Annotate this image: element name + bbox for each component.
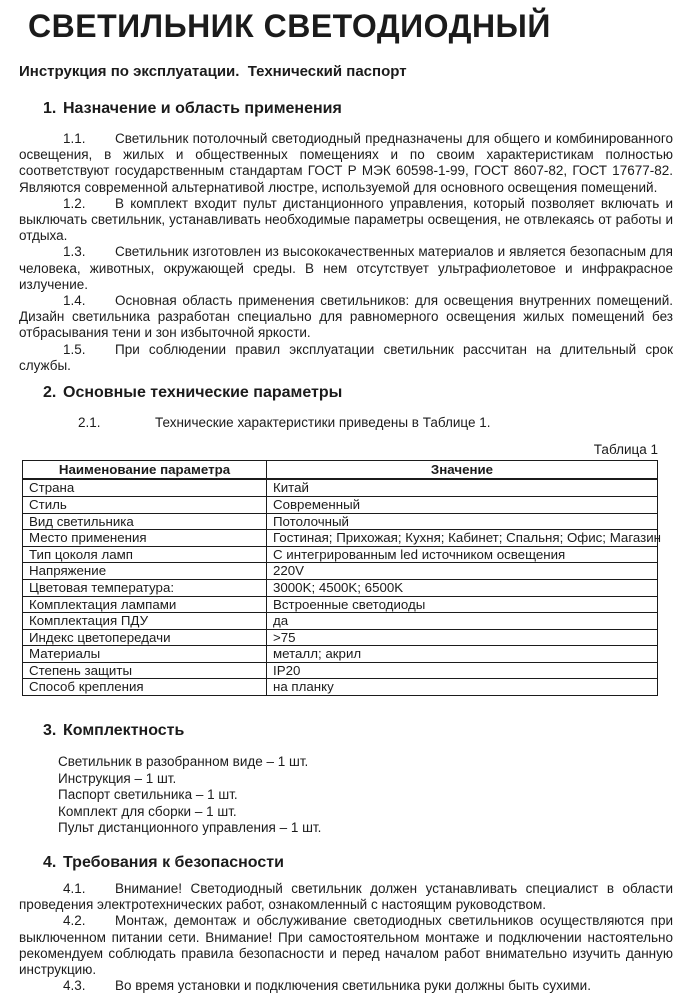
section-4-body <box>19 881 673 994</box>
section-title: Основные технические параметры <box>63 384 343 402</box>
paragraph-text: Внимание! Светодиодный светильник должен устанавливать специалист в области проведения электротехнических работ, ознакомленный с настоящим руководством. <box>19 881 673 913</box>
kit-contents-list <box>58 754 673 837</box>
param-name-cell: Вид светильника <box>23 513 267 530</box>
table-row <box>23 546 658 563</box>
section-title: Назначение и область применения <box>63 100 342 117</box>
list-item: Пульт дистанционного управления – 1 шт. <box>58 820 322 836</box>
paragraph-text: Технические характеристики приведены в Таблице 1. <box>155 415 491 431</box>
section-number: 3. <box>43 722 57 740</box>
table-row <box>23 646 658 663</box>
param-value-cell: Современный <box>267 496 658 513</box>
paragraph-1-5 <box>19 342 673 374</box>
paragraph-number: 2.1. <box>78 415 101 431</box>
section-title: Требования к безопасности <box>63 854 284 872</box>
list-item: Комплект для сборки – 1 шт. <box>58 803 237 819</box>
paragraph-text: При соблюдении правил эксплуатации светильник рассчитан на длительный срок службы. <box>19 341 673 373</box>
param-value-cell: С интегрированным led источником освещения <box>267 546 658 563</box>
paragraph-1-3 <box>19 244 673 293</box>
param-name-cell: Способ крепления <box>23 679 267 696</box>
param-value-cell: на планку <box>267 679 658 696</box>
paragraph-number: 1.3. <box>63 244 86 260</box>
param-name-cell: Комплектация лампами <box>23 596 267 613</box>
param-value-cell: Гостиная; Прихожая; Кухня; Кабинет; Спальня; Офис; Магазин <box>267 530 658 547</box>
param-name-cell: Тип цоколя ламп <box>23 546 267 563</box>
param-name-cell: Место применения <box>23 530 267 547</box>
param-name-cell: Индекс цветопередачи <box>23 629 267 646</box>
paragraph-4-2 <box>19 913 673 978</box>
paragraph-1-1 <box>19 131 673 196</box>
section-title: Комплектность <box>63 722 185 740</box>
table-row <box>23 679 658 696</box>
table-row <box>23 579 658 596</box>
table-row <box>23 563 658 580</box>
section-1-body <box>19 131 673 374</box>
paragraph-number: 1.2. <box>63 195 86 211</box>
table-header-row <box>23 460 658 479</box>
param-value-cell: Встроенные светодиоды <box>267 596 658 613</box>
section-heading-2 <box>43 384 673 402</box>
section-heading-3 <box>43 722 673 740</box>
section-number: 4. <box>43 854 57 872</box>
paragraph-text: Светильник изготовлен из высококачественных материалов и является безопасным для человека, животных, окружающей среды. В нем отсутствует ультрафиолетовое и инфракрасное излучение. <box>19 244 673 292</box>
param-name-cell: Комплектация ПДУ <box>23 613 267 630</box>
paragraph-number: 1.4. <box>63 293 86 309</box>
param-value-cell: Потолочный <box>267 513 658 530</box>
list-item: Светильник в разобранном виде – 1 шт. <box>58 754 309 770</box>
table-caption: Таблица 1 <box>593 442 658 458</box>
specs-table <box>22 460 661 696</box>
paragraph-4-3 <box>19 978 673 994</box>
section-heading-1 <box>43 100 673 118</box>
param-header-cell: Наименование параметра <box>23 460 267 479</box>
table-row <box>23 596 658 613</box>
param-value-cell: металл; акрил <box>267 646 658 663</box>
param-value-cell: IP20 <box>267 662 658 679</box>
table-row <box>23 479 658 496</box>
paragraph-2-1 <box>19 415 673 431</box>
paragraph-text: Во время установки и подключения светильника руки должны быть сухими. <box>115 978 591 994</box>
paragraph-number: 4.2. <box>63 913 86 929</box>
value-header-cell: Значение <box>267 460 658 479</box>
param-name-cell: Страна <box>23 479 267 496</box>
param-name-cell: Напряжение <box>23 563 267 580</box>
param-value-cell: Китай <box>267 479 658 496</box>
document-subtitle: Инструкция по эксплуатации. Технический паспорт <box>19 63 407 80</box>
section-heading-4 <box>43 854 673 872</box>
paragraph-number: 1.1. <box>63 131 86 146</box>
section-number: 2. <box>43 384 57 402</box>
param-value-cell: >75 <box>267 629 658 646</box>
param-name-cell: Степень защиты <box>23 662 267 679</box>
paragraph-4-1 <box>19 881 673 913</box>
paragraph-text: Монтаж, демонтаж и обслуживание светодиодных светильников осуществляются при выключенном питании сети. Внимание! При самостоятельном монтаже и подключении настоятельно рекомендуем соблюдать правила безопасности и перед началом работ внимательно изучить данную инструкцию. <box>19 913 673 978</box>
param-value-cell: 220V <box>267 563 658 580</box>
paragraph-number: 4.3. <box>63 978 86 994</box>
paragraph-number: 1.5. <box>63 341 86 357</box>
table-row <box>23 613 658 630</box>
section-2-body <box>19 415 673 431</box>
table-row <box>23 496 658 513</box>
param-name-cell: Цветовая температура: <box>23 579 267 596</box>
page-title: СВЕТИЛЬНИК СВЕТОДИОДНЫЙ <box>28 8 551 44</box>
paragraph-1-2 <box>19 196 673 245</box>
section-number: 1. <box>43 100 57 117</box>
table-row <box>23 629 658 646</box>
paragraph-1-4 <box>19 293 673 342</box>
paragraph-text: Светильник потолочный светодиодный предназначены для общего и комбинированного освещения, в жилых и общественных помещениях и по своим характеристикам полностью соответствуют государственным стандартам ГОСТ Р МЭК 60598-1-99, ГОСТ 8607-82, ГОСТ 17677-82. Являются современной альтернативой люстре, используемой для основного освещения помещений. <box>19 131 673 195</box>
paragraph-number: 4.1. <box>63 881 86 897</box>
param-name-cell: Материалы <box>23 646 267 663</box>
param-name-cell: Стиль <box>23 496 267 513</box>
param-value-cell: 3000K; 4500K; 6500K <box>267 579 658 596</box>
table-row <box>23 513 658 530</box>
paragraph-text: В комплект входит пульт дистанционного управления, который позволяет включать и выключать светильник, устанавливать необходимые параметры освещения, не отвлекаясь от работы и отдыха. <box>19 195 673 244</box>
table-row <box>23 530 658 547</box>
table-row <box>23 662 658 679</box>
paragraph-text: Основная область применения светильников: для освещения внутренних помещений. Дизайн светильника разработан специально для равномерного освещения жилых помещений без отбрасывания тени и зон избыточной яркости. <box>19 293 673 341</box>
param-value-cell: да <box>267 613 658 630</box>
list-item: Паспорт светильника – 1 шт. <box>58 787 238 803</box>
list-item: Инструкция – 1 шт. <box>58 770 177 786</box>
